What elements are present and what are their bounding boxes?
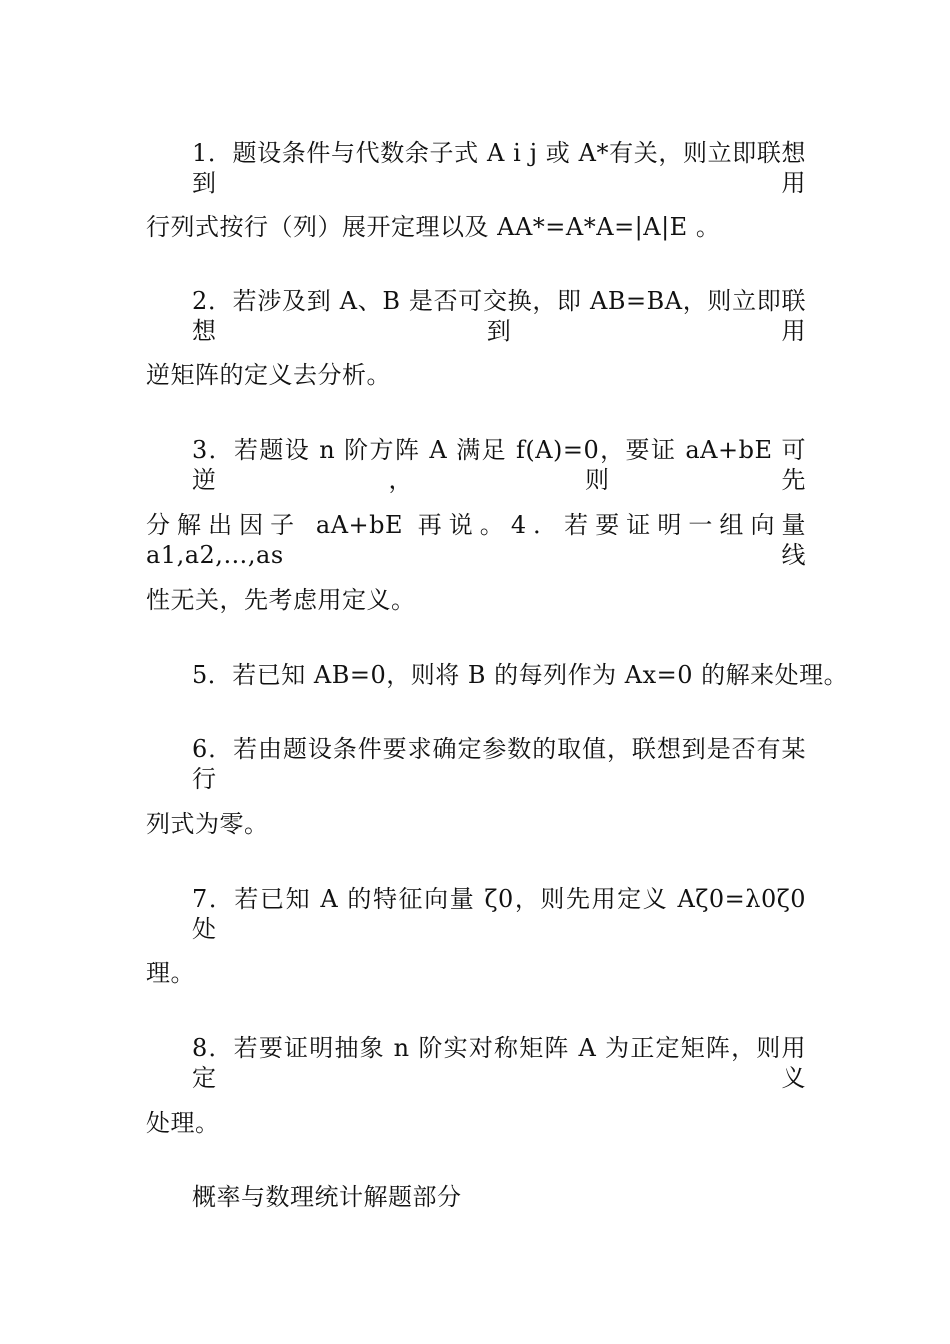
paragraph-line: 2．若涉及到 A、B 是否可交换，即 AB=BA，则立即联想到用 [192,287,806,345]
paragraph-line: 6．若由题设条件要求确定参数的取值，联想到是否有某行 [192,735,806,793]
paragraph-line: 性无关，先考虑用定义。 [146,586,416,614]
paragraph-line: 8．若要证明抽象 n 阶实对称矩阵 A 为正定矩阵，则用定义 [192,1034,806,1092]
paragraph-line: 1．题设条件与代数余子式 A i j 或 A*有关，则立即联想到用 [192,139,806,197]
paragraph-line: 7．若已知 A 的特征向量 ζ0，则先用定义 Aζ0=λ0ζ0 处 [192,885,806,943]
paragraph-line: 处理。 [146,1109,220,1137]
paragraph-line: 理。 [146,959,195,987]
paragraph-line: 列式为零。 [146,810,269,838]
paragraph-line: 分解出因子 aA+bE 再说。4．若要证明一组向量 a1,a2,…,as 线 [146,511,806,569]
paragraph-line: 逆矩阵的定义去分析。 [146,361,391,389]
paragraph-line: 5．若已知 AB=0，则将 B 的每列作为 Ax=0 的解来处理。 [192,661,849,689]
section-heading: 概率与数理统计解题部分 [192,1183,462,1211]
paragraph-line: 3．若题设 n 阶方阵 A 满足 f(A)=0，要证 aA+bE 可逆，则先 [192,436,806,494]
paragraph-line: 行列式按行（列）展开定理以及 AA*=A*A=|A|E 。 [146,213,721,241]
